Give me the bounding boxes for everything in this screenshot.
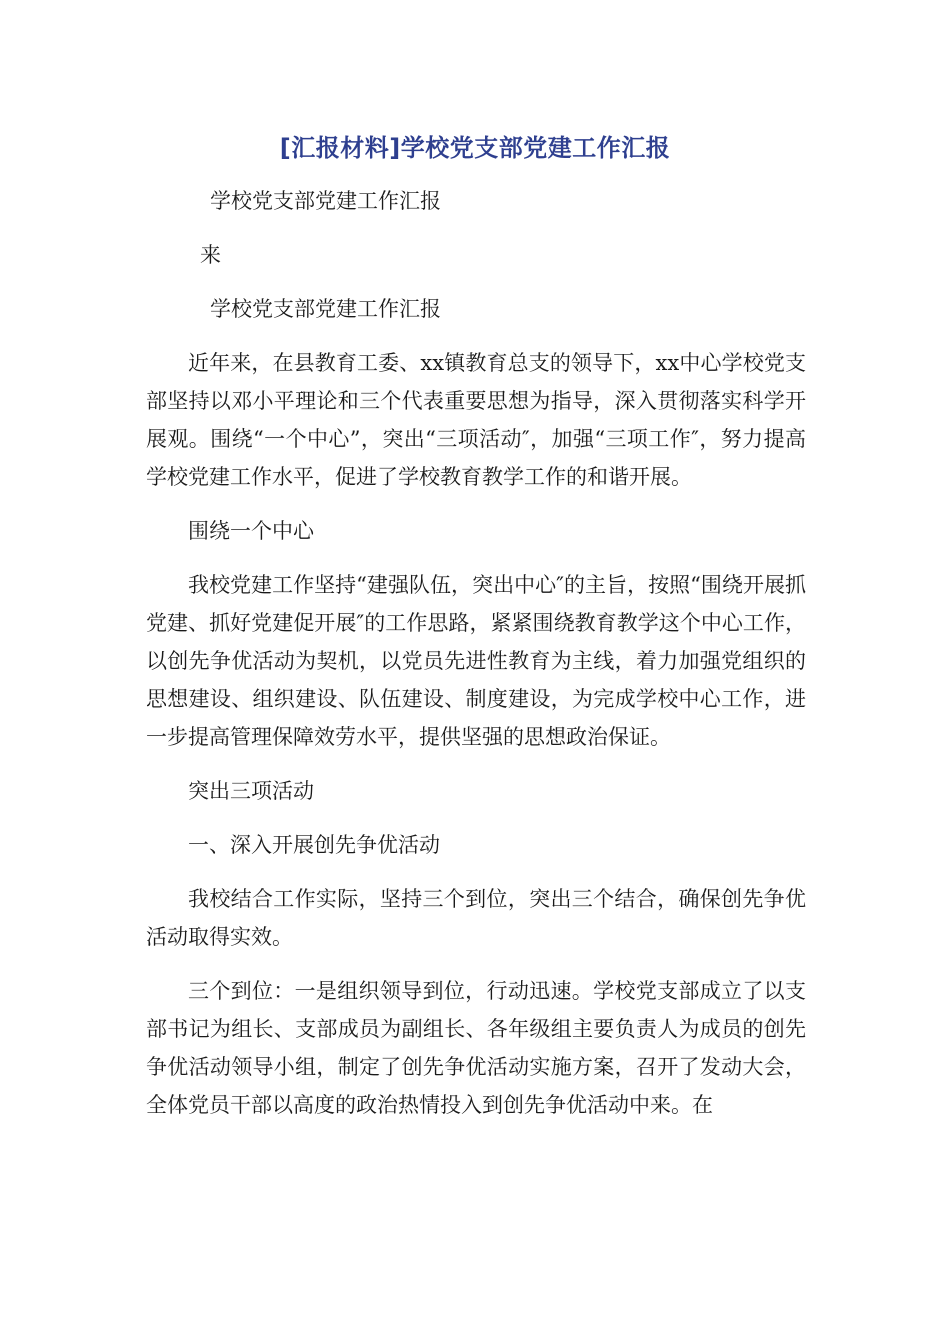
section-heading: 突出三项活动	[188, 779, 314, 803]
subtitle-line: 学校党支部党建工作汇报	[210, 297, 441, 321]
subsection-heading: 一、深入开展创先争优活动	[188, 833, 440, 857]
document-title: [汇报材料]学校党支部党建工作汇报	[279, 134, 671, 162]
body-paragraph: 我校结合工作实际，坚持三个到位，突出三个结合，确保创先争优活动取得实效。	[146, 887, 806, 949]
body-paragraph: 我校党建工作坚持“建强队伍，突出中心″的主旨，按照“围绕开展抓党建、抓好党建促开展″的工作思路，紧紧围绕教育教学这个中心工作，以创先争优活动为契机，以党员先进性教育为主线，着力加强党组织的思想建设、组织建设、队伍建设、制度建设，为完成学校中心工作，进一步提高管理保障效劳水平，提供坚强的思想政治保证。	[146, 573, 806, 749]
subtitle-line: 学校党支部党建工作汇报	[210, 189, 441, 213]
document-body	[146, 182, 806, 1140]
source-line: 来	[200, 243, 221, 267]
section-heading: 围绕一个中心	[188, 519, 314, 543]
body-paragraph: 三个到位：一是组织领导到位，行动迅速。学校党支部成立了以支部书记为组长、支部成员为副组长、各年级组主要负责人为成员的创先争优活动领导小组，制定了创先争优活动实施方案，召开了发动大会，全体党员干部以高度的政治热情投入到创先争优活动中来。在	[146, 979, 806, 1117]
body-paragraph: 近年来，在县教育工委、xx镇教育总支的领导下，xx中心学校党支部坚持以邓小平理论和三个代表重要思想为指导，深入贯彻落实科学开展观。围绕“一个中心”，突出“三项活动″，加强“三项工作″，努力提高学校党建工作水平，促进了学校教育教学工作的和谐开展。	[146, 351, 806, 489]
